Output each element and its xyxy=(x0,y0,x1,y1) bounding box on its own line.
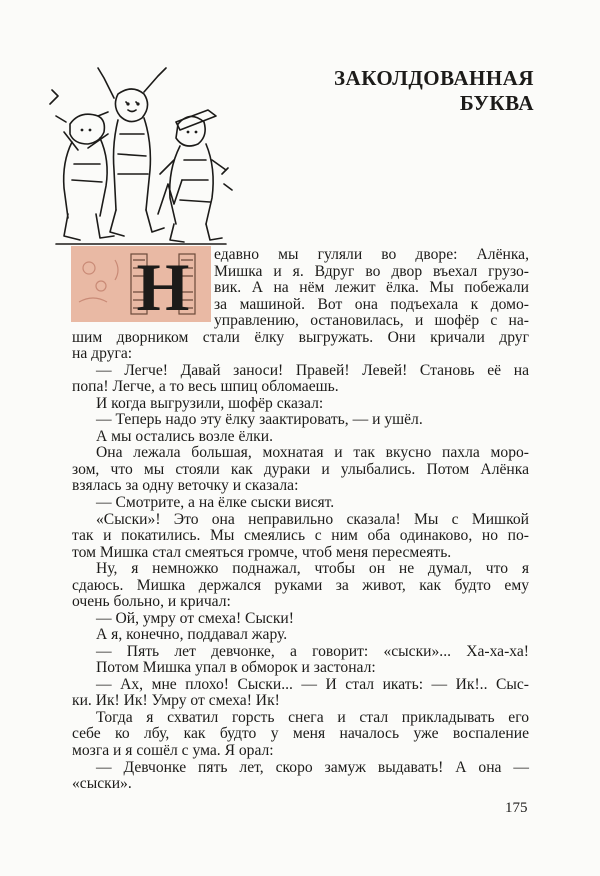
text-line: за машиной. Вот она подъехала к домо- xyxy=(214,295,529,313)
story-title-line-2: БУКВА xyxy=(459,91,534,115)
text-line: «Сыски»! Это она неправильно сказала! Мы с Мишкой xyxy=(96,510,529,528)
text-line: взялась за одну веточку и сказала: xyxy=(72,477,299,495)
text-line: очень больно, и кричал: xyxy=(72,593,231,611)
text-line: том Мишка стал смеяться громче, чтоб меня пересмеять. xyxy=(72,543,452,561)
text-line: — Теперь надо эту ёлку заактировать, — и ушёл. xyxy=(96,411,423,429)
drop-cap-letter: Н xyxy=(136,249,190,322)
text-line: себе ко лбу, как будто у меня началось уже воспаление xyxy=(72,725,529,743)
text-line: «сыски». xyxy=(72,775,132,792)
text-line: шим дворником стали ёлку выгружать. Они кричали друг xyxy=(72,328,529,346)
text-line: попа! Легче, а то весь шпиц обломаешь. xyxy=(72,378,339,396)
page-number: 175 xyxy=(505,800,528,816)
text-line: — Смотрите, а на ёлке сыски висят. xyxy=(96,494,335,511)
text-line: Ну, я немножко поднажал, чтобы он не думал, что я xyxy=(96,560,529,578)
text-line: — Пять лет девчонке, а говорит: «сыски»... Ха-ха-ха! xyxy=(96,642,529,660)
text-line: управлению, остановилась, и шофёр с на- xyxy=(214,312,529,330)
text-line: мозга и я сошёл с ума. Я орал: xyxy=(72,741,274,759)
text-line: едавно мы гуляли во дворе: Алёнка, xyxy=(214,246,529,263)
text-line: Тогда я схватил горсть снега и стал прикладывать его xyxy=(96,708,529,726)
text-line: на друга: xyxy=(72,345,133,363)
text-line: зом, что мы стояли как дураки и улыбались. Потом Алёнка xyxy=(72,460,529,478)
text-line: сдаюсь. Мишка держался руками за живот, как будто ему xyxy=(72,576,529,594)
text-line: — Легче! Давай заноси! Правей! Левей! Становь её на xyxy=(96,361,529,379)
text-line: вик. А на нём лежит ёлка. Мы побежали xyxy=(214,279,529,297)
text-line: И когда выгрузили, шофёр сказал: xyxy=(96,394,324,412)
text-line: А я, конечно, поддавал жару. xyxy=(96,626,288,644)
text-line: — Ой, умру от смеха! Сыски! xyxy=(96,609,294,627)
text-line: так и покатились. Мы смеялись с ним оба одинаково, но по- xyxy=(72,527,529,544)
text-line: Потом Мишка упал в обморок и застонал: xyxy=(96,659,376,677)
text-line: Она лежала большая, мохнатая и так вкусно пахла моро- xyxy=(96,444,529,462)
text-line: А мы остались возле ёлки. xyxy=(96,427,273,445)
text-line: — Ах, мне плохо! Сыски... — И стал икать: — Ик!.. Сыс- xyxy=(96,675,529,693)
story-title-line-1: ЗАКОЛДОВАННАЯ xyxy=(333,66,534,90)
text-line: ки. Ик! Ик! Умру от смеха! Ик! xyxy=(72,692,280,710)
text-line: — Девчонке пять лет, скоро замуж выдавать! А она — xyxy=(96,758,529,776)
text-line: Мишка и я. Вдруг во двор въехал грузо- xyxy=(214,262,529,280)
